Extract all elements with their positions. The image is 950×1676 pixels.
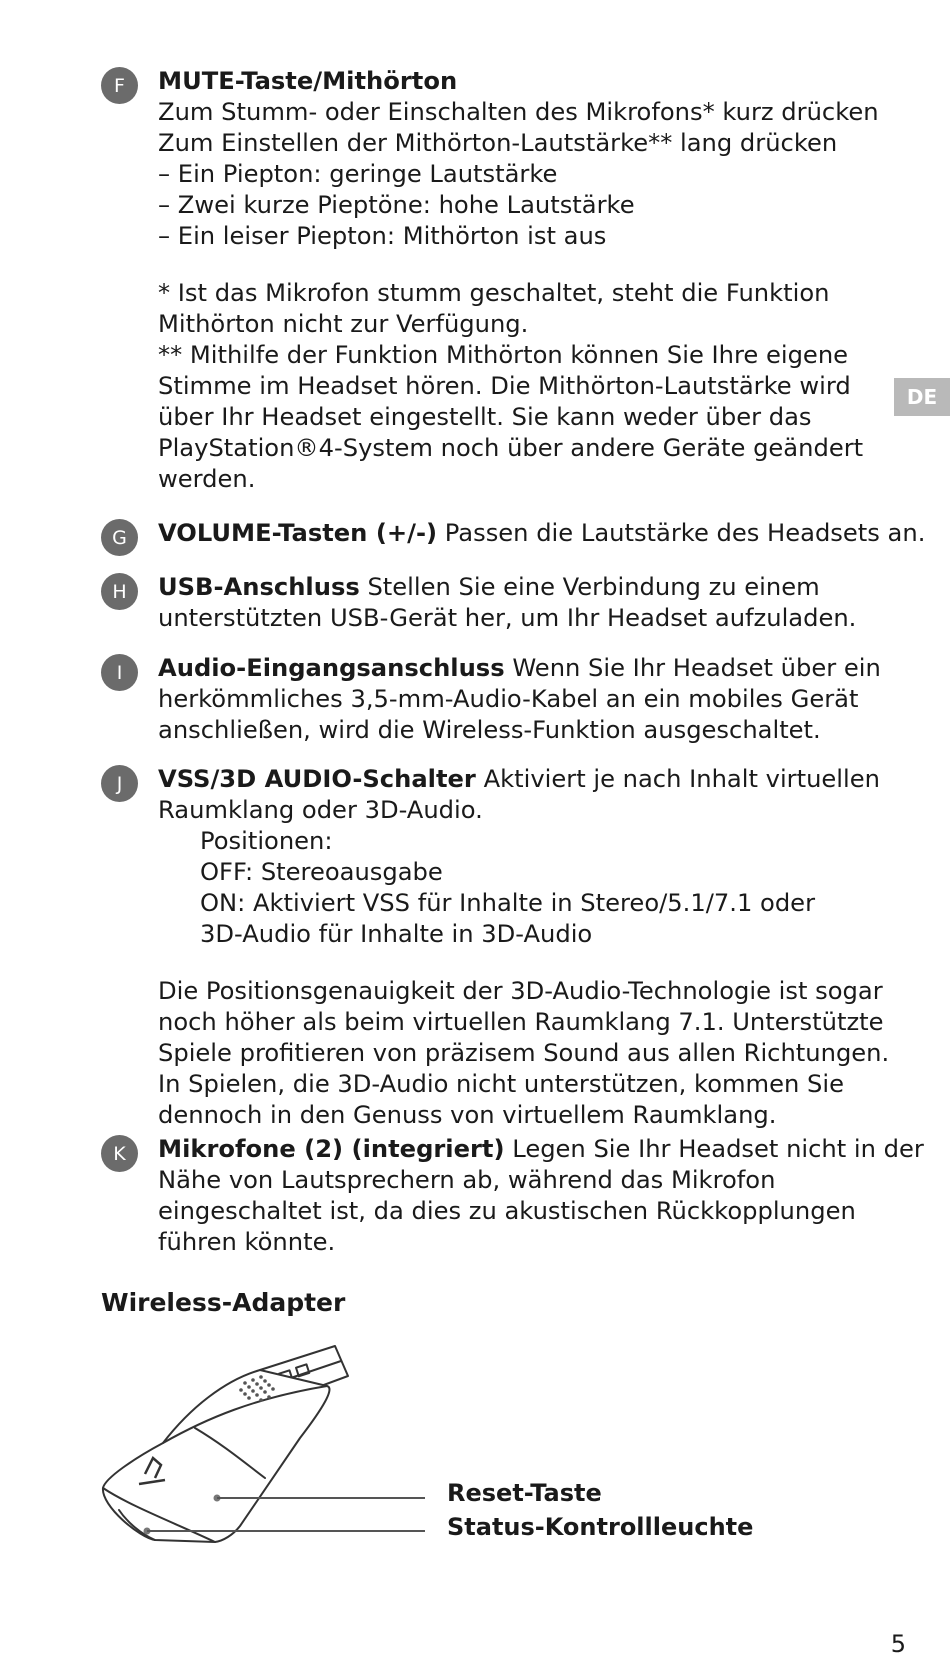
item-line: Zum Einstellen der Mithörton-Lautstärke** lang drücken (158, 129, 838, 157)
item-letter-badge: F (101, 67, 138, 104)
item-line: Raumklang oder 3D-Audio. (158, 796, 483, 824)
position-line: 3D-Audio für Inhalte in 3D-Audio (200, 920, 593, 948)
item-letter-badge: H (101, 573, 138, 610)
footnote-line: über Ihr Headset eingestellt. Sie kann weder über das (158, 403, 812, 431)
item-letter-badge: J (101, 765, 138, 802)
item-title: Audio-Eingangsanschluss (158, 654, 505, 682)
status-led-label: Status-Kontrollleuchte (447, 1513, 754, 1541)
item-body (158, 764, 898, 1131)
footnote-line: Mithörton nicht zur Verfügung. (158, 310, 529, 338)
item-body (158, 653, 898, 746)
item-body (158, 572, 898, 634)
reset-button-label: Reset-Taste (447, 1479, 602, 1507)
item-line: Nähe von Lautsprechern ab, während das Mikrofon (158, 1166, 776, 1194)
item-line: unterstützten USB-Gerät her, um Ihr Headset aufzuladen. (158, 604, 857, 632)
item-letter-badge: K (101, 1135, 138, 1172)
footnote-line: PlayStation®4-System noch über andere Geräte geändert (158, 434, 864, 462)
item-title: MUTE-Taste/Mithörton (158, 67, 458, 95)
item-body (158, 518, 926, 549)
position-line: Positionen: (200, 827, 333, 855)
item-line: Zum Stumm- oder Einschalten des Mikrofons* kurz drücken (158, 98, 879, 126)
paragraph-line: Die Positionsgenauigkeit der 3D-Audio-Technologie ist sogar (158, 977, 883, 1005)
item-line: anschließen, wird die Wireless-Funktion ausgeschaltet. (158, 716, 821, 744)
item-line: Legen Sie Ihr Headset nicht in der (512, 1135, 924, 1163)
paragraph-line: dennoch in den Genuss von virtuellem Raumklang. (158, 1101, 777, 1129)
footnote-line: werden. (158, 465, 256, 493)
item-line: Stellen Sie eine Verbindung zu einem (367, 573, 820, 601)
item-line: – Ein Piepton: geringe Lautstärke (158, 160, 558, 188)
footnote-line: ** Mithilfe der Funktion Mithörton können Sie Ihre eigene (158, 341, 849, 369)
position-line: OFF: Stereoausgabe (200, 858, 443, 886)
item-letter-badge: G (101, 519, 138, 556)
item-title: VSS/3D AUDIO-Schalter (158, 765, 476, 793)
section-heading: Wireless-Adapter (101, 1288, 346, 1317)
item-title: VOLUME-Tasten (+/-) (158, 519, 438, 547)
item-line: führen könnte. (158, 1228, 336, 1256)
wireless-adapter-illustration (95, 1328, 455, 1548)
paragraph-line: noch höher als beim virtuellen Raumklang 7.1. Unterstützte (158, 1008, 884, 1036)
language-tab: DE (894, 378, 950, 416)
item-line: Wenn Sie Ihr Headset über ein (512, 654, 881, 682)
paragraph-line: In Spielen, die 3D-Audio nicht unterstützen, kommen Sie (158, 1070, 844, 1098)
item-line: eingeschaltet ist, da dies zu akustischen Rückkopplungen (158, 1197, 856, 1225)
paragraph-line: Spiele profitieren von präzisem Sound aus allen Richtungen. (158, 1039, 890, 1067)
footnote-line: * Ist das Mikrofon stumm geschaltet, steht die Funktion (158, 279, 830, 307)
item-line: – Ein leiser Piepton: Mithörton ist aus (158, 222, 607, 250)
position-line: ON: Aktiviert VSS für Inhalte in Stereo/5.1/7.1 oder (200, 889, 816, 917)
item-title: Mikrofone (2) (integriert) (158, 1135, 505, 1163)
item-line: Passen die Lautstärke des Headsets an. (444, 519, 926, 547)
item-body (158, 66, 898, 495)
item-line: herkömmliches 3,5-mm-Audio-Kabel an ein mobiles Gerät (158, 685, 859, 713)
item-line: – Zwei kurze Pieptöne: hohe Lautstärke (158, 191, 635, 219)
footnote-line: Stimme im Headset hören. Die Mithörton-Lautstärke wird (158, 372, 851, 400)
item-title: USB-Anschluss (158, 573, 360, 601)
item-body (158, 1134, 924, 1258)
page-number: 5 (890, 1630, 906, 1658)
item-line: Aktiviert je nach Inhalt virtuellen (483, 765, 880, 793)
item-letter-badge: I (101, 654, 138, 691)
